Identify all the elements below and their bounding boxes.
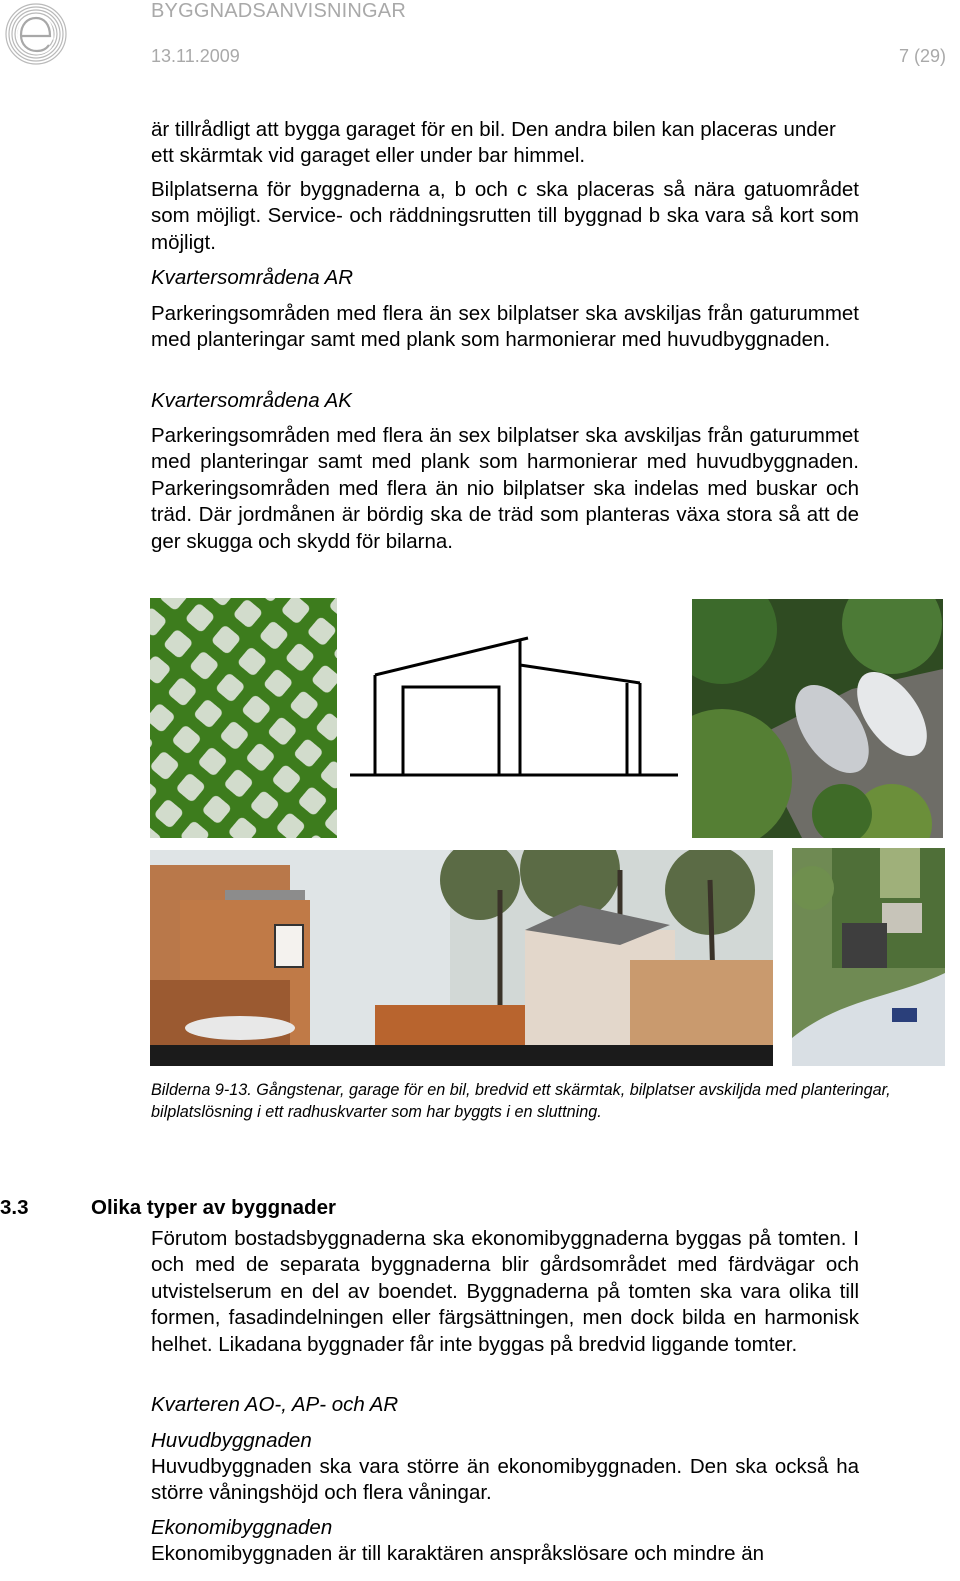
- paragraph-garage: är tillrådligt att bygga garaget för en bil. Den andra bilen kan placeras under ett skärmtak vid garaget eller under bar himmel.: [151, 118, 836, 168]
- garage-drawing: [345, 625, 685, 785]
- e-logo-icon: [4, 2, 68, 66]
- heading-kvarteren: Kvarteren AO-, AP- och AR: [151, 1393, 399, 1416]
- section-number: 3.3: [0, 1196, 29, 1219]
- page-number: 7 (29): [898, 46, 946, 66]
- figure-caption: Bilderna 9-13. Gångstenar, garage för en bil, bredvid ett skärmtak, bilplatser avskiljda med planteringar, bilplatslösning i ett radhuskvarter som har byggts i en sluttning.: [151, 1081, 891, 1121]
- site-plan-image: [792, 848, 945, 1066]
- paragraph-huvudbyggnaden: Huvudbyggnaden ska vara större än ekonomibyggnaden. Den ska också ha större våningshöjd och flera våningar.: [151, 1455, 859, 1505]
- heading-ekonomibyggnaden: Ekonomibyggnaden: [151, 1516, 333, 1539]
- paragraph-ar: Parkeringsområden med flera än sex bilplatser ska avskiljas från gaturummet med planteringar samt med plank som harmonierar med huvudbyggnaden.: [151, 302, 859, 352]
- section-title: Olika typer av byggnader: [91, 1196, 336, 1219]
- heading-kvartersomraden-ak: Kvartersområdena AK: [151, 389, 352, 412]
- parking-photo: [692, 599, 943, 838]
- heading-kvartersomraden-ar: Kvartersområdena AR: [151, 266, 354, 289]
- heading-huvudbyggnaden: Huvudbyggnaden: [151, 1429, 312, 1452]
- grass-paver-photo: [150, 598, 337, 838]
- document-title: BYGGNADSANVISNINGAR: [151, 0, 406, 22]
- paragraph-ak: Parkeringsområden med flera än sex bilplatser ska avskiljas från gaturummet med planteringar samt med plank som harmonierar med huvudbyggnaden. Parkeringsområden med flera än nio bilplatser ska indelas med buskar och träd. Där jordmånen är bördig ska de träd som planteras växa stora så att de ger skugga och skydd för bilarna.: [151, 424, 859, 553]
- paragraph-olika-typer: Förutom bostadsbyggnaderna ska ekonomibyggnaderna byggas på tomten. I och med de separata byggnaderna blir gårdsområdet med färdvägar och utvistelserum en del av boendet. Byggnaderna på tomten ska vara olika till formen, fasadindelningen eller färgsättningen, men dock bilda en harmonisk helhet. Likadana byggnader får inte byggas på bredvid liggande tomter.: [151, 1227, 859, 1356]
- paragraph-ekonomibyggnaden: Ekonomibyggnaden är till karaktären anspråkslösare och mindre än: [151, 1542, 765, 1565]
- document-date: 13.11.2009: [151, 46, 240, 66]
- paragraph-bilplatser: Bilplatserna för byggnaderna a, b och c ska placeras så nära gatuområdet som möjligt. Service- och räddningsrutten till byggnad b ska vara så kort som möjligt.: [151, 178, 859, 254]
- terraced-house-rendering: [150, 850, 773, 1066]
